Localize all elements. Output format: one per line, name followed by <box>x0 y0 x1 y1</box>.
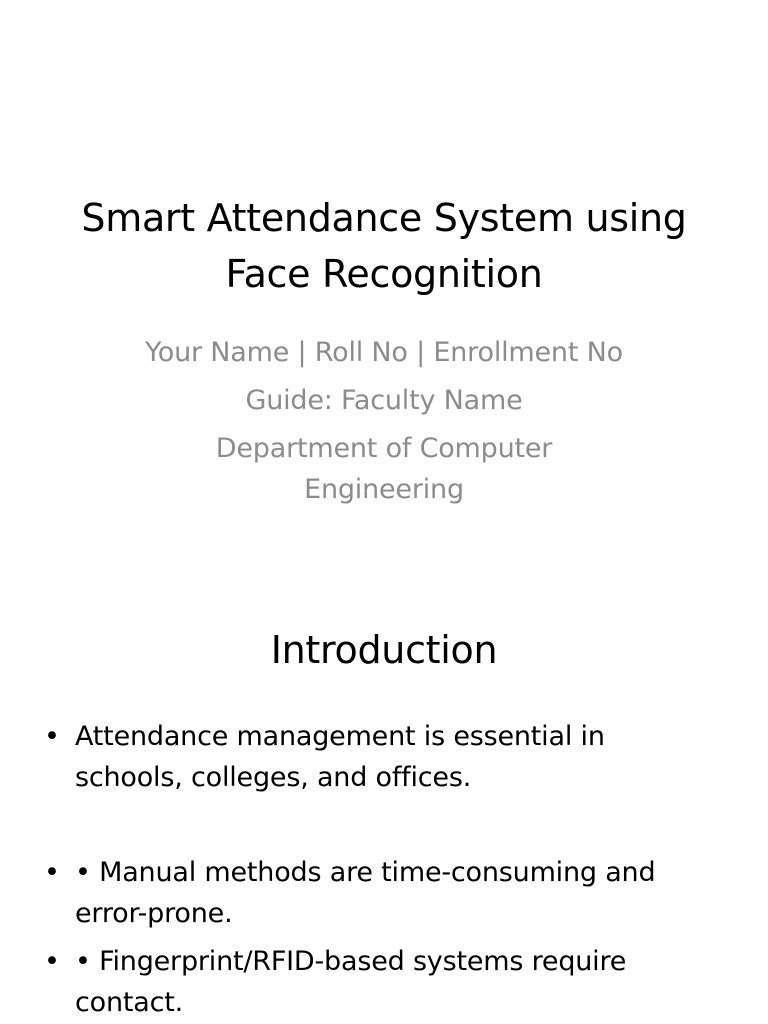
bullet-icon: • <box>44 946 60 977</box>
bullet-text: Attendance management is essential in schools, colleges, and offices. <box>75 721 605 793</box>
bullet-text: • Manual methods are time-consuming and error-prone. <box>75 857 656 929</box>
subtitle-guide-line: Guide: Faculty Name <box>245 385 523 416</box>
bullet-icon: • <box>44 721 60 752</box>
introduction-bullet-list <box>0 716 768 1023</box>
subtitle-department-line: Department of Computer Engineering <box>215 433 553 505</box>
list-item <box>0 852 768 934</box>
bullet-text: • Fingerprint/RFID-based systems require contact. <box>75 946 627 1018</box>
introduction-heading: Introduction <box>270 628 498 672</box>
list-item <box>0 941 768 1023</box>
subtitle-block <box>80 332 688 510</box>
bullet-icon: • <box>44 857 60 888</box>
list-item <box>0 716 768 798</box>
subtitle-author-line: Your Name | Roll No | Enrollment No <box>145 337 623 368</box>
slide-title: Smart Attendance System using Face Recognition <box>81 196 687 296</box>
